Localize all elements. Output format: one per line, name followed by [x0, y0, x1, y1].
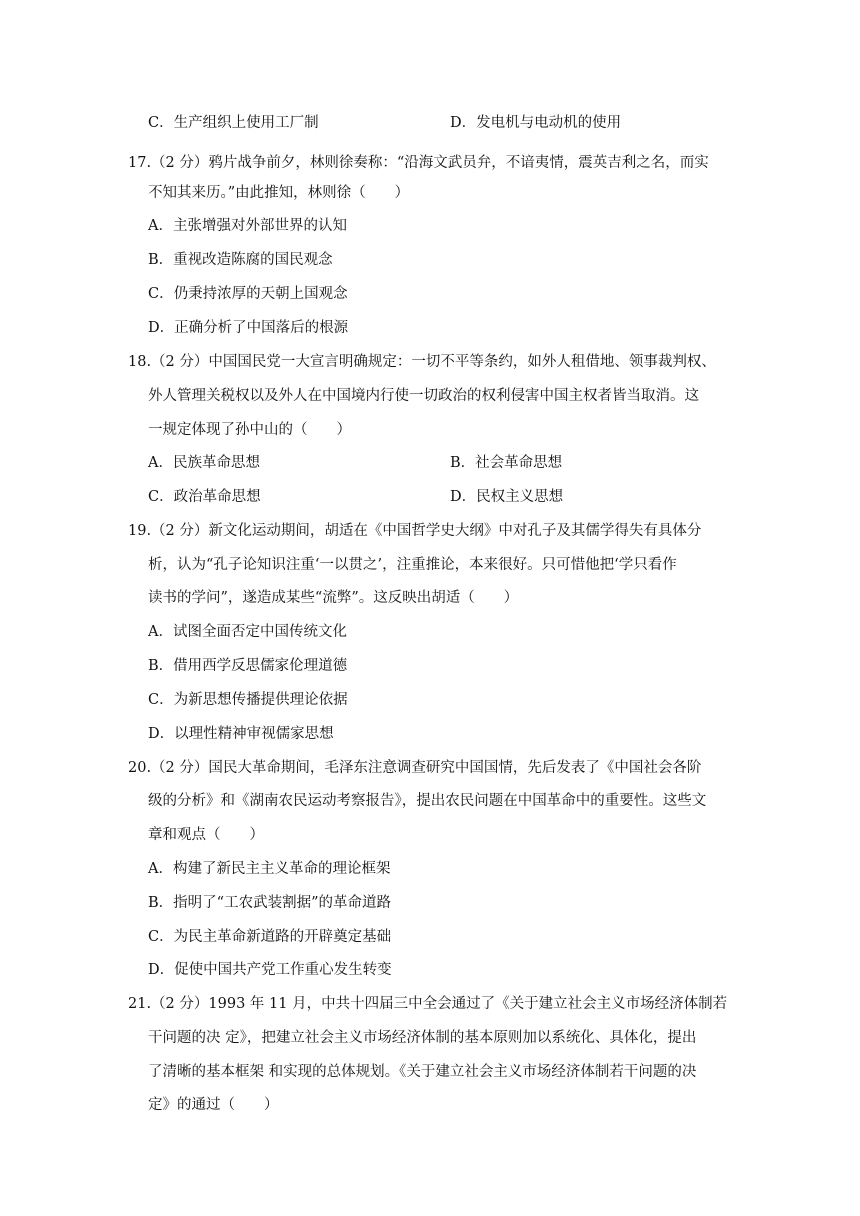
question-stem-line: 章和观点（ ） — [148, 827, 264, 843]
question-stem-line: 定》的通过（ ） — [148, 1097, 279, 1113]
option-b: B．社会革命思想 — [450, 455, 563, 471]
option-a: A．试图全面否定中国传统文化 — [148, 624, 347, 640]
option-c: C．为民主革命新道路的开辟奠定基础 — [148, 929, 392, 945]
question-stem-line: 析，认为“孔子论知识注重‘一以贯之’，注重推论，本来很好。只可惜他把‘学只看作 — [148, 557, 677, 573]
question-stem-line: 级的分析》和《湖南农民运动考察报告》，提出农民问题在中国革命中的重要性。这些文 — [148, 793, 707, 809]
option-a: A．主张增强对外部世界的认知 — [148, 218, 347, 234]
question-stem-line: 18.（2 分）中国国民党一大宣言明确规定：一切不平等条约，如外人租借地、领事裁判权、 — [128, 354, 716, 370]
option-a: A．民族革命思想 — [148, 455, 260, 471]
question-stem-line: 不知其来历。”由此推知，林则徐（ ） — [148, 185, 410, 201]
option-d: D．促使中国共产党工作重心发生转变 — [148, 962, 392, 978]
option-d: D．正确分析了中国落后的根源 — [148, 320, 349, 336]
option-b: B．指明了“工农武装割据”的革命道路 — [148, 895, 391, 911]
option-c: C．生产组织上使用工厂制 — [148, 115, 319, 131]
question-stem-line: 外人管理关税权以及外人在中国境内行使一切政治的权利侵害中国主权者皆当取消。这 — [148, 388, 699, 404]
option-d: D．以理性精神审视儒家思想 — [148, 726, 334, 742]
option-c: C．政治革命思想 — [148, 489, 261, 505]
option-c: C．为新思想传播提供理论依据 — [148, 692, 348, 708]
option-a: A．构建了新民主主义革命的理论框架 — [148, 861, 391, 877]
question-stem-line: 读书的学问”，遂造成某些“流弊”。这反映出胡适（ ） — [148, 590, 519, 606]
question-stem-line: 21.（2 分）1993 年 11 月，中共十四届三中全会通过了《关于建立社会主义市场经济体制若 — [128, 996, 728, 1012]
option-b: B．借用西学反思儒家伦理道德 — [148, 658, 348, 674]
question-stem-line: 20.（2 分）国民大革命期间，毛泽东注意调查研究中国国情，先后发表了《中国社会各阶 — [128, 760, 702, 776]
question-stem-line: 19.（2 分）新文化运动期间，胡适在《中国哲学史大纲》中对孔子及其儒学得失有具体分 — [128, 523, 702, 539]
question-stem-line: 干问题的决 定》，把建立社会主义市场经济体制的基本原则加以系统化、具体化，提出 — [148, 1030, 697, 1046]
option-d: D．发电机与电动机的使用 — [450, 115, 622, 131]
option-b: B．重视改造陈腐的国民观念 — [148, 252, 333, 268]
option-c: C．仍秉持浓厚的天朝上国观念 — [148, 286, 348, 302]
question-stem-line: 了清晰的基本框架 和实现的总体规划。《关于建立社会主义市场经济体制若干问题的决 — [148, 1064, 697, 1080]
question-stem-line: 17.（2 分）鸦片战争前夕，林则徐奏称：“沿海文武员弁，不谙夷情，震英吉利之名，而实 — [128, 155, 709, 171]
question-stem-line: 一规定体现了孙中山的（ ） — [148, 422, 351, 438]
option-d: D．民权主义思想 — [450, 489, 564, 505]
